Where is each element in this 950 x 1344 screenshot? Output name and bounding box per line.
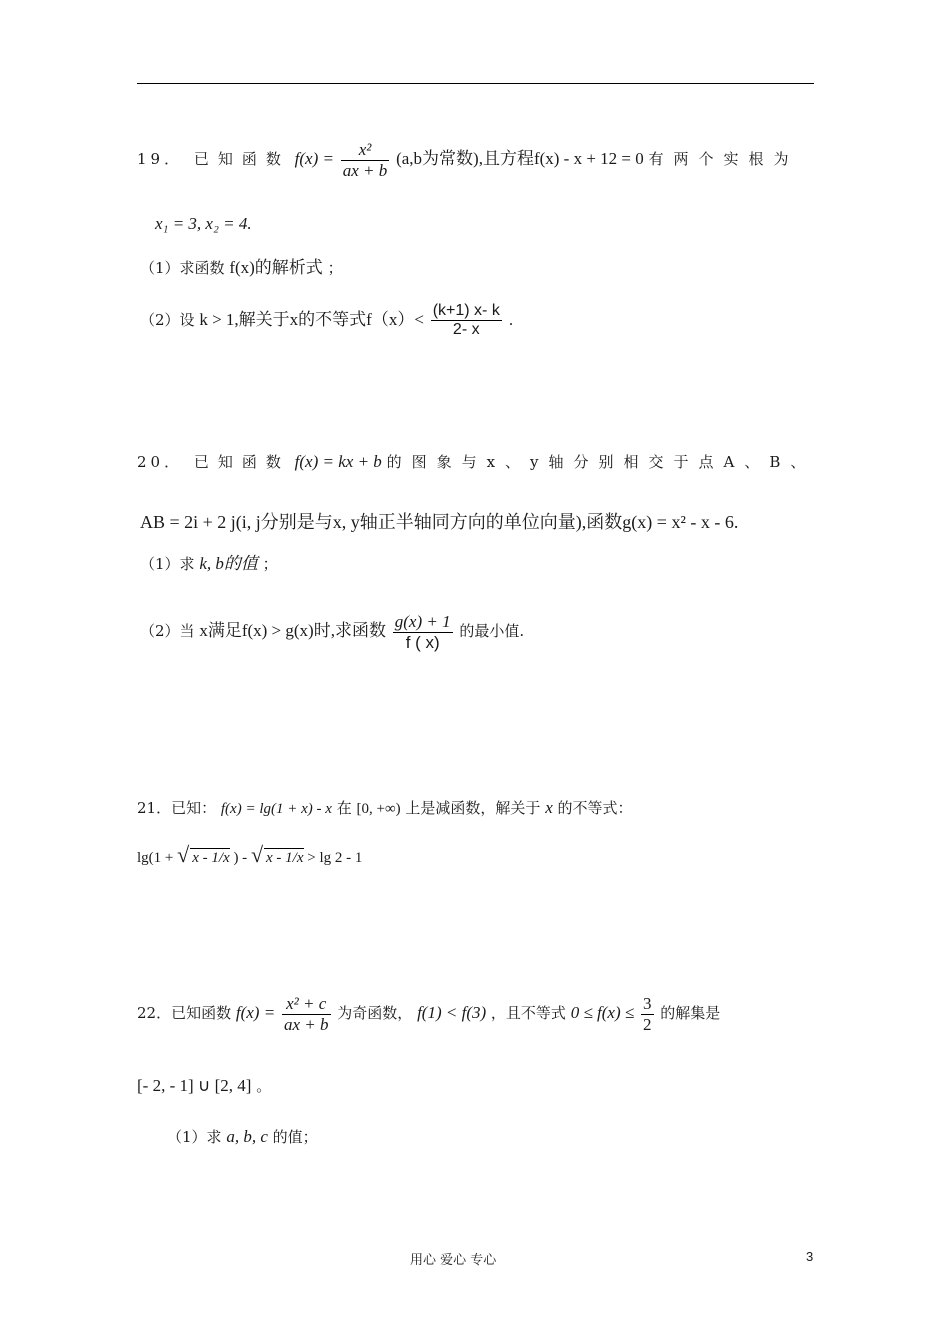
q20-number: 20．: [137, 453, 184, 471]
q22-solution-line: [137, 1076, 271, 1096]
q19-number: 19．: [137, 150, 184, 169]
q22-frac-denominator: ax + b: [283, 1014, 329, 1034]
q22-condition: f(1) < f(3): [417, 1003, 487, 1023]
q21-ineq-a: lg(1 +: [137, 850, 174, 866]
q19-frac-denominator: ax + b: [342, 160, 388, 180]
q20-lead: 已知函数: [193, 453, 290, 471]
q21-tail2: 的不等式：: [557, 799, 633, 817]
footer-slogan: 用心 爱心 专心: [410, 1253, 497, 1268]
q20-line1: [137, 452, 815, 472]
q19-fraction: [341, 140, 390, 180]
q22-tail: ，且不等式: [490, 1004, 566, 1023]
q22-number: 22．已知函数: [137, 1004, 232, 1023]
q22-part1-label: （1）求: [167, 1128, 222, 1146]
q20-line2: AB = 2i + 2 j(i, j分别是与x, y轴正半轴同方向的单位向量),函数g(x) = x² - x - 6.: [140, 512, 739, 532]
q19-part2-math: k > 1,解关于x的不等式f（x）<: [199, 309, 424, 329]
q20-part1-math: k, b的值: [199, 554, 258, 573]
q22-solution-end: 。: [256, 1077, 272, 1095]
q20-part2-fraction: [393, 612, 453, 652]
q20-part2-denominator: f ( x): [405, 632, 440, 652]
q20-tail: 的图象与x、y轴分别相交于点A、B、: [386, 453, 816, 471]
q19-part1-end: ；: [327, 259, 343, 277]
q20-part2-math: x满足f(x) > g(x)时,求函数: [199, 621, 386, 641]
q19-condition: (a,b为常数),且方程f(x) - x + 12 = 0: [396, 149, 644, 169]
q19-roots: x₁ = 3, x₂ = 4.: [155, 214, 252, 233]
q19-part1-label: （1）求函数: [140, 259, 225, 277]
q19-fx: f(x) =: [294, 149, 334, 169]
q19-part2-fraction: [431, 302, 502, 340]
q19-part1: [140, 258, 343, 278]
q22-part1-math: a, b, c: [226, 1127, 268, 1146]
q21-sqrt2: x - 1/x: [266, 850, 304, 866]
q21-sqrt1: x - 1/x: [192, 850, 230, 866]
q22-ineq-denominator: 2: [643, 1014, 652, 1034]
q20-part1: [140, 554, 278, 574]
q19-frac-numerator: x²: [341, 140, 390, 161]
q21-var: x: [545, 798, 553, 817]
q22-fraction: [282, 994, 331, 1034]
q20-part1-label: （1）求: [140, 555, 195, 573]
radical-sign-1: √: [177, 842, 190, 867]
q19-line1: [137, 140, 799, 180]
q19-part2-numerator: (k+1) x- k: [431, 302, 502, 321]
q19-part2: [140, 302, 513, 340]
q22-line1: [137, 994, 720, 1034]
q22-tail2: 的解集是: [660, 1004, 721, 1023]
q22-ineq-fraction: [641, 994, 654, 1034]
q21-number: 21．已知：: [137, 799, 217, 817]
q22-fx: f(x) =: [235, 1003, 276, 1023]
q20-part2-label: （2）当: [140, 622, 195, 641]
page-number: 3: [806, 1249, 814, 1264]
q22-ineq-numerator: 3: [643, 994, 652, 1013]
q19-lead: 已知函数: [193, 150, 290, 169]
q20-part2: [140, 612, 524, 652]
q21-ineq-b: ) -: [233, 850, 248, 866]
q21-inequality: [137, 842, 362, 868]
q19-tail: 有两个实根为: [648, 150, 799, 169]
q22-solution: [- 2, - 1] ∪ [2, 4]: [137, 1076, 252, 1095]
q22-ineq: 0 ≤ f(x) ≤: [570, 1003, 635, 1023]
q22-mid: 为奇函数，: [337, 1004, 413, 1023]
q21-mid: 在: [336, 799, 352, 817]
q21-tail: 上是减函数，解关于: [405, 799, 541, 817]
q22-part1-end: 的值；: [272, 1128, 318, 1146]
q20-part2-numerator: g(x) + 1: [394, 612, 451, 631]
q19-part2-denominator: 2- x: [452, 321, 480, 339]
q21-ineq-c: > lg 2 - 1: [307, 850, 363, 866]
q19-part1-math: f(x)的解析式: [229, 258, 323, 277]
q21-interval: [0, +∞): [356, 801, 401, 817]
q21-line1: [137, 798, 633, 818]
q20-fx: f(x) = kx + b: [294, 452, 382, 471]
q19-part2-end: .: [508, 310, 514, 329]
q20-part1-end: ；: [262, 555, 278, 573]
q19-part2-label: （2）设: [140, 310, 195, 329]
q22-frac-numerator: x² + c: [282, 994, 331, 1015]
q20-part2-end: 的最小值.: [459, 622, 525, 641]
header-rule: [137, 83, 814, 84]
q22-part1: [167, 1127, 318, 1147]
q21-fx: f(x) = lg(1 + x) - x: [220, 801, 332, 817]
radical-sign-2: √: [250, 842, 264, 867]
